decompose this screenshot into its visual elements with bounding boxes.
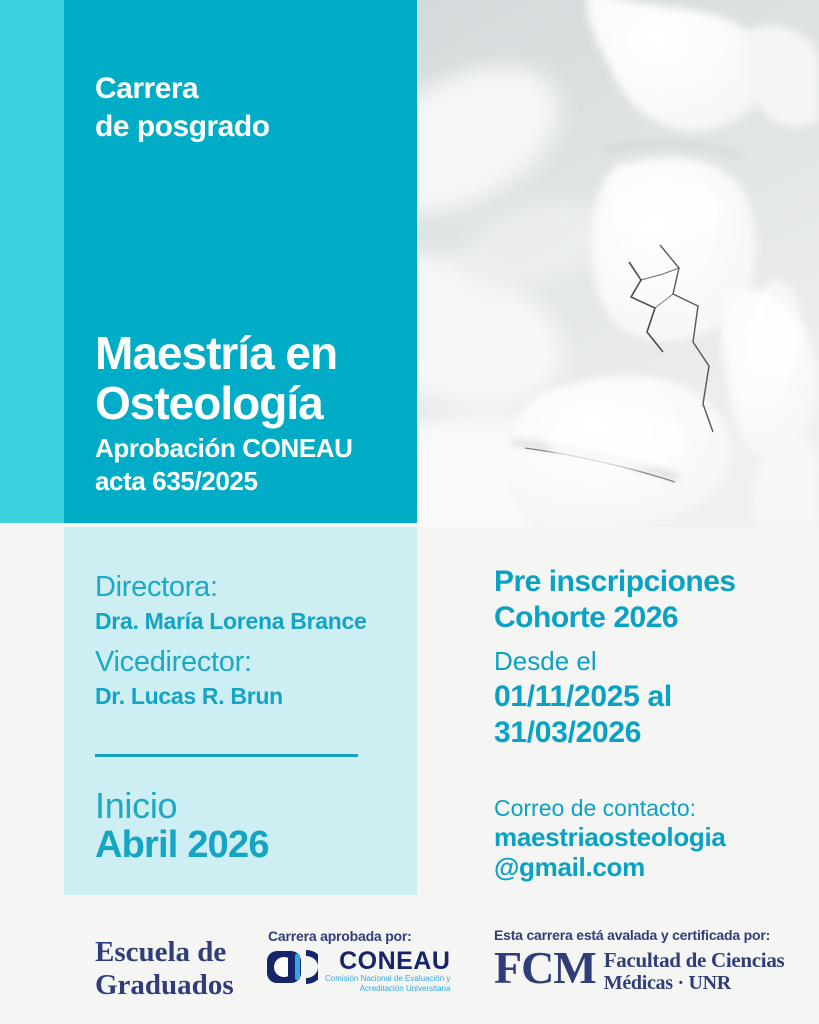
director-name: Dra. María Lorena Brance [95,608,367,634]
email-line2: @gmail.com [494,852,645,882]
program-kicker [95,70,270,146]
enrollment-title [494,564,736,636]
vicedirector-name: Dr. Lucas R. Brun [95,683,283,709]
header-teal-panel [64,0,417,523]
contact-label: Correo de contacto: [494,795,697,821]
coneau-wordmark: CONEAU [339,947,451,975]
directors-panel [64,527,417,895]
page-title [95,328,337,428]
approval-line2: acta 635/2025 [95,466,258,496]
coneau-logo-icon [266,948,318,991]
fcm-text [604,944,785,994]
enrollment-title-line2: Cohorte 2026 [494,601,679,634]
coneau-text [325,948,450,994]
coneau-tagline-line1: Comisión Nacional de Evaluación y [325,974,451,983]
enrollment-from-label: Desde el [494,646,597,676]
approved-by-label: Carrera aprobada por: [268,928,412,944]
title-line1: Maestría en [95,327,338,379]
date-line1: 01/11/2025 al [494,680,672,713]
fcm-logo [494,944,784,994]
director-label: Directora: [95,571,218,603]
fcm-line1: Facultad de Ciencias [603,948,785,972]
school-line2: Graduados [95,969,234,1001]
divider-line [95,754,358,757]
enrollment-date-range [494,679,672,751]
kicker-line1: Carrera [95,72,199,105]
contact-email [494,822,726,882]
kicker-line2: de posgrado [95,110,270,143]
coneau-logo [266,948,450,994]
vicedirector-label: Vicedirector: [95,646,252,678]
fcm-wordmark: FCM [494,942,596,993]
approval-line1: Aprobación CONEAU [95,433,353,463]
left-accent-strip [0,0,64,523]
approval-note [95,432,353,498]
school-line1: Escuela de [95,936,227,968]
fcm-line2: Médicas · UNR [603,972,731,994]
enrollment-title-line1: Pre inscripciones [494,565,736,598]
start-value: Abril 2026 [95,824,269,866]
coneau-tagline-line2: Acreditación Universitaria [359,984,451,993]
school-logo-text [95,936,234,1002]
date-line2: 31/03/2026 [494,716,642,749]
start-label: Inicio [95,785,178,826]
email-line1: maestriaosteologia [494,822,726,852]
title-line2: Osteología [95,377,323,429]
certified-by-label: Esta carrera está avalada y certificada por: [494,927,771,943]
spine-vertebrae-3d-illustration [417,0,819,527]
